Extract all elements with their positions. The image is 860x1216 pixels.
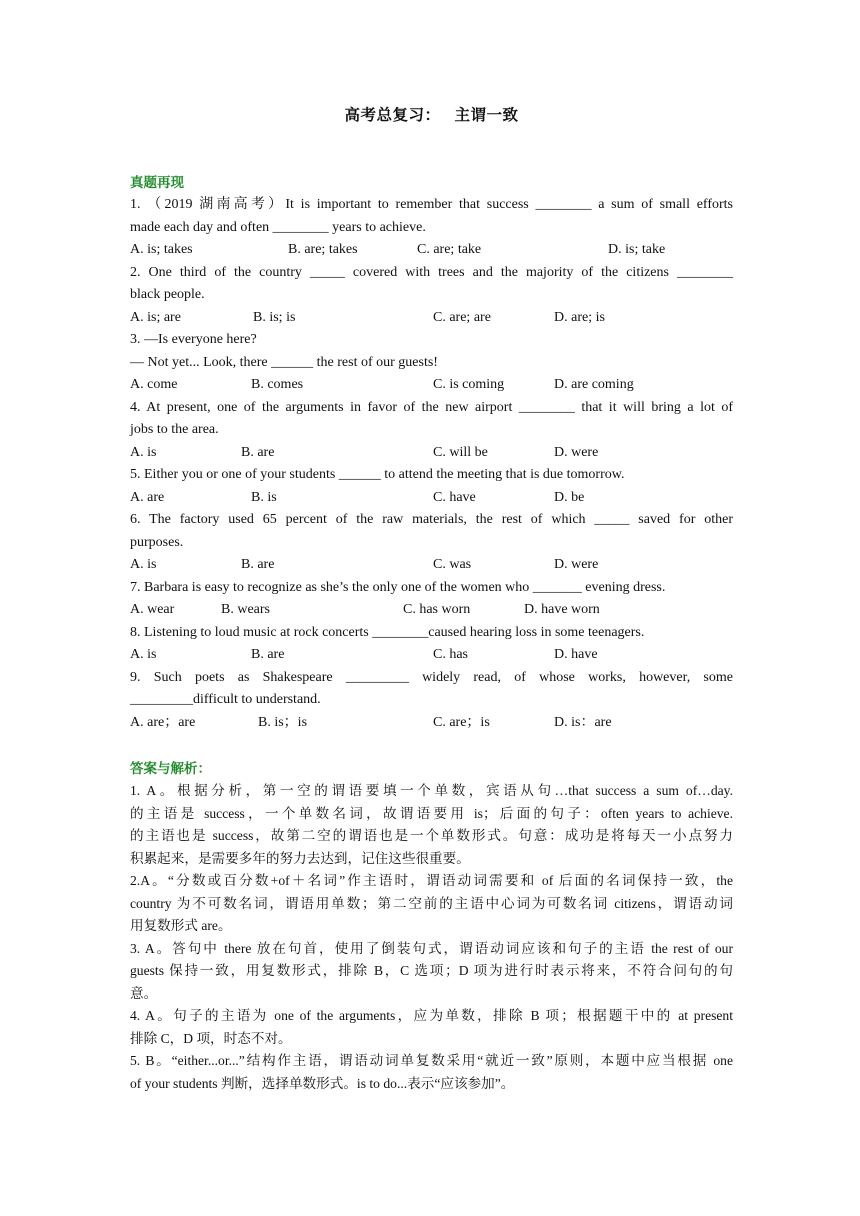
question-item [130,667,733,735]
option-b: B. is [251,489,277,505]
section-heading-questions: 真题再现 [130,175,184,191]
answer-list [130,780,733,1095]
option-d: D. are; is [554,309,605,325]
question-text-line: 7. Barbara is easy to recognize as she’s the only one of the women who _______ evening dress. [130,579,666,595]
section-heading-answers: 答案与解析： [130,761,211,777]
option-c: C. are; are [433,309,491,325]
answer-options [130,554,733,577]
option-a: A. wear [130,602,175,617]
question-item [130,509,733,577]
option-b: B. is; is [253,309,296,325]
option-c: C. will be [433,444,488,460]
answer-explanation [130,1005,733,1050]
question-text-line: purposes. [130,534,184,550]
explanation-line: guests 保持一致，用复数形式，排除 B，C 选项；D 项为进行时表示将来，不符合问句的句 [130,963,733,978]
option-d: D. are coming [554,377,634,392]
question-item [130,577,733,622]
option-d: D. were [554,557,599,572]
option-a: A. are [130,489,165,505]
option-c: C. has [433,647,468,662]
explanation-line: 1. A。根据分析，第一空的谓语要填一个单数，宾语从句…that success a sum of…day. [130,783,733,798]
answer-explanation [130,780,733,870]
answer-options [130,374,733,397]
answer-options [130,307,733,330]
explanation-line: 5. B。“either...or...”结构作主语，谓语动词单复数采用“就近一致”原则，本题中应当根据 one [130,1053,733,1068]
question-text-line: 4. At present, one of the arguments in favor of the new airport ________ that it will bring a lot of [130,399,733,415]
answer-options [130,599,733,622]
question-text-line: 9. Such poets as Shakespeare _________ widely read, of whose works, however, some [130,669,733,685]
question-text-line: — Not yet... Look, there ______ the rest of our guests! [130,354,438,370]
option-b: B. is；is [258,714,308,730]
explanation-line: 2.A。“分数或百分数+of＋名词”作主语时，谓语动词需要和 of 后面的名词保持一致，the [130,873,733,888]
question-item [130,397,733,465]
option-d: D. have [554,647,598,662]
answer-explanation [130,1050,733,1095]
question-item [130,262,733,330]
question-text-line: made each day and often ________ years to achieve. [130,219,426,235]
option-c: C. are；is [433,714,490,730]
question-text-line: 1. （2019 湖南高考）It is important to remember that success ________ a sum of small efforts [130,197,733,212]
question-text-line: jobs to the area. [130,422,219,437]
question-item [130,329,733,397]
question-text-line: 5. Either you or one of your students ______ to attend the meeting that is due tomorrow. [130,467,625,482]
explanation-line: 排除 C，D 项，时态不对。 [130,1030,292,1046]
option-c: C. are; take [417,242,482,257]
option-d: D. is; take [608,242,666,257]
answer-options [130,239,733,262]
option-a: A. come [130,377,178,392]
option-d: D. is：are [554,714,612,730]
question-text-line: _________difficult to understand. [130,692,321,707]
answer-options [130,487,733,510]
answer-explanation [130,870,733,938]
title-part-2: 主谓一致 [454,106,519,124]
option-a: A. is [130,444,157,460]
answer-options [130,712,733,735]
answer-options [130,644,733,667]
page-title [130,104,733,126]
explanation-line: 用复数形式 are。 [130,918,232,933]
question-item [130,464,733,509]
question-text-line: black people. [130,287,205,302]
question-text-line: 2. One third of the country _____ covered with trees and the majority of the citizens ________ [130,264,733,280]
option-b: B. wears [221,602,270,617]
option-c: C. is coming [433,377,505,392]
explanation-line: country 为不可数名词，谓语用单数；第二空前的主语中心词为可数名词 citizens，谓语动词 [130,895,733,911]
answer-options [130,442,733,465]
option-d: D. be [554,489,585,505]
option-d: D. were [554,444,599,460]
option-b: B. comes [251,377,304,392]
explanation-line: 积累起来，是需要多年的努力去达到，记住这些很重要。 [130,850,470,866]
option-a: A. are；are [130,714,196,730]
question-item [130,622,733,667]
explanation-line: 的主语也是 success，故第二空的谓语也是一个单数形式。句意：成功是将每天一小点努力 [130,828,733,843]
option-b: B. are; takes [288,242,358,257]
option-a: A. is; are [130,309,181,325]
option-d: D. have worn [524,602,600,617]
option-c: C. have [433,489,476,505]
explanation-line: 意。 [130,985,158,1001]
answer-explanation [130,938,733,1006]
option-a: A. is [130,647,157,662]
question-text-line: 3. —Is everyone here? [130,332,257,347]
explanation-line: 的主语是 success，一个单数名词，故谓语要用 is；后面的句子：often years to achieve. [130,805,733,821]
explanation-line: 3. A。答句中 there 放在句首，使用了倒装句式，谓语动词应该和句子的主语 the rest of our [130,940,733,956]
explanation-line: 4. A。句子的主语为 one of the arguments，应为单数，排除 B 项；根据题干中的 at present [130,1008,733,1023]
option-b: B. are [251,647,285,662]
explanation-line: of your students 判断，选择单数形式。is to do...表示“应该参加”。 [130,1075,515,1091]
option-a: A. is; takes [130,242,193,257]
option-b: B. are [241,444,275,460]
title-part-1: 高考总复习： [344,106,441,124]
option-c: C. has worn [403,602,471,617]
question-item [130,194,733,262]
option-c: C. was [433,557,472,572]
option-a: A. is [130,557,157,572]
question-text-line: 8. Listening to loud music at rock concerts ________caused hearing loss in some teenagers. [130,624,645,640]
option-b: B. are [241,557,275,572]
question-text-line: 6. The factory used 65 percent of the raw materials, the rest of which _____ saved for other [130,512,733,527]
question-list [130,194,733,734]
